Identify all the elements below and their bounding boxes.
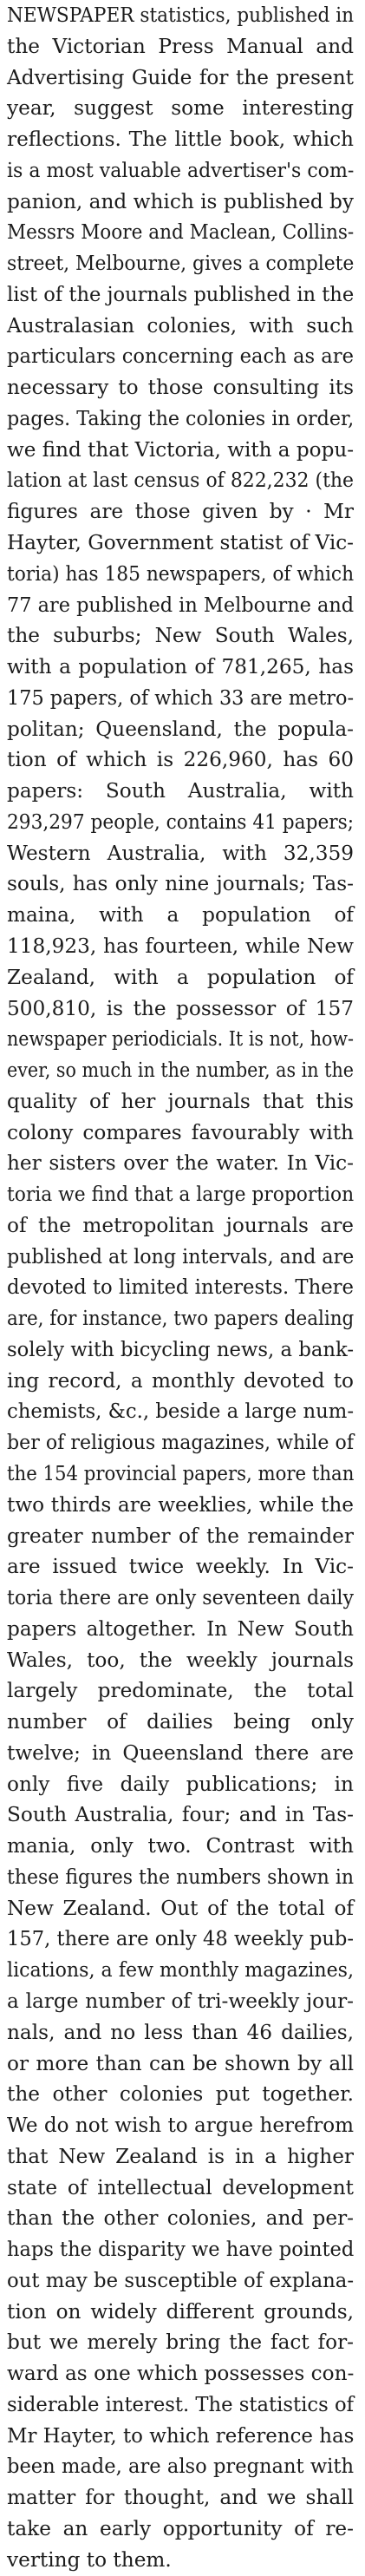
article-line: ber of religious magazines, while of [7, 1431, 354, 1455]
article-line: 175 papers, of which 33 are metro- [7, 685, 354, 710]
article-line: greater number of the remainder [7, 1524, 354, 1548]
article-line: tion of which is 226,960, has 60 [7, 748, 354, 772]
article-line: verting to them. [7, 2547, 172, 2572]
article-line: list of the journals published in the [7, 282, 355, 306]
article-line: state of intellectual development [7, 2175, 354, 2199]
article-line: a large number of tri-weekly jour- [7, 1989, 354, 2013]
article-line: matter for thought, and we shall [7, 2486, 354, 2510]
article-line: toria we find that a large proportion [7, 1183, 355, 1207]
article-line: Messrs Moore and Maclean, Collins- [7, 220, 355, 245]
article-line: nals, and no less than 46 dailies, [7, 2020, 354, 2044]
article-line: newspaper periodicials. It is not, how- [7, 1027, 354, 1052]
article-line: 77 are published in Melbourne and [7, 593, 355, 617]
article-line: necessary to those consulting its [7, 376, 354, 400]
article-line: mania, only two. Contrast with [7, 1834, 354, 1858]
article-line: than the other colonies, and per- [7, 2206, 354, 2231]
article-first-line: NEWSPAPER statistics, published in [7, 3, 355, 27]
article-line: that New Zealand is in a higher [7, 2144, 354, 2168]
article-line: souls, has only nine journals; Tas- [7, 872, 354, 896]
article-line: twelve; in Queensland there are [7, 1740, 354, 1765]
article-line: the Victorian Press Manual and [7, 34, 354, 58]
article-line: the 154 provincial papers, more than [7, 1461, 355, 1485]
article-line: are issued twice weekly. In Vic- [7, 1555, 354, 1579]
article-line: devoted to limited interests. There [7, 1275, 355, 1300]
article-line: 500,810, is the possessor of 157 [7, 996, 354, 1020]
article-line: Mr Hayter, to which reference has [7, 2423, 355, 2448]
article-line: panion, and which is published by [7, 189, 354, 213]
article-line: Advertising Guide for the present [7, 65, 354, 89]
article-line: toria there are only seventeen daily [7, 1586, 354, 1610]
article-line: politan; Queensland, the popula- [7, 717, 354, 741]
article-line: Hayter, Government statist of Vic- [7, 531, 354, 555]
article-line: particulars concerning each as are [7, 344, 354, 369]
article-line: are, for instance, two papers dealing [7, 1307, 355, 1331]
article-line: quality of her journals that this [7, 1089, 354, 1113]
article-line: solely with bicycling news, a bank- [7, 1337, 354, 1361]
article-line: with a population of 781,265, has [7, 655, 354, 679]
article-line: 293,297 people, contains 41 papers; [7, 810, 355, 834]
article-line: number of dailies being only [7, 1710, 354, 1734]
article-line: maina, with a population of [7, 903, 354, 927]
article-line: year, suggest some interesting [7, 96, 354, 121]
article-line: Zealand, with a population of [7, 965, 354, 989]
article-line: 157, there are only 48 weekly pub- [7, 1927, 354, 1951]
article-line: toria) has 185 newspapers, of which [7, 561, 355, 586]
article-line: papers: South Australia, with [7, 779, 354, 803]
article-line: ever, so much in the number, as in the [7, 1059, 354, 1083]
article-line: the suburbs; New South Wales, [7, 624, 354, 648]
article-line: We do not wish to argue herefrom [7, 2114, 354, 2138]
article-line: the other colonies put together. [7, 2082, 354, 2107]
article-line: her sisters over the water. In Vic- [7, 1151, 354, 1176]
article-line: published at long intervals, and are [7, 1244, 355, 1268]
article-line: New Zealand. Out of the total of [7, 1896, 354, 1920]
article-line: but we merely bring the fact for- [7, 2330, 354, 2355]
article-line: these figures the numbers shown in [7, 1865, 354, 1889]
article-line: street, Melbourne, gives a complete [7, 252, 355, 276]
article-line: siderable interest. The statistics of [7, 2392, 354, 2416]
article-line: papers altogether. In New South [7, 1616, 354, 1641]
newspaper-article-column [7, 0, 354, 2576]
article-line: Western Australia, with 32,359 [7, 841, 354, 865]
article-line: or more than can be shown by all [7, 2051, 354, 2075]
article-line: colony compares favourably with [7, 1120, 354, 1144]
article-line: of the metropolitan journals are [7, 1213, 354, 1237]
article-line: South Australia, four; and in Tas- [7, 1803, 354, 1827]
article-line: chemists, &c., beside a large num- [7, 1399, 354, 1424]
article-line: tion on widely different grounds, [7, 2299, 354, 2324]
article-line: Wales, too, the weekly journals [7, 1648, 354, 1672]
article-line: two thirds are weeklies, while the [7, 1492, 354, 1517]
article-line: we find that Victoria, with a popu- [7, 437, 354, 462]
article-line: Australasian colonies, with such [7, 313, 354, 338]
article-line: pages. Taking the colonies in order, [7, 406, 355, 430]
article-line: lications, a few monthly magazines, [7, 1958, 354, 1983]
article-line: is a most valuable advertiser's com- [7, 158, 355, 182]
article-line: largely predominate, the total [7, 1679, 354, 1703]
article-line: been made, are also pregnant with [7, 2455, 354, 2479]
article-line: out may be susceptible of explana- [7, 2268, 354, 2292]
article-line: take an early opportunity of re- [7, 2517, 354, 2541]
article-line: reflections. The little book, which [7, 128, 354, 152]
article-line: only five daily publications; in [7, 1772, 354, 1796]
article-line: lation at last census of 822,232 (the [7, 469, 354, 493]
article-line: figures are those given by · Mr [7, 500, 354, 524]
article-line: ing record, a monthly devoted to [7, 1368, 354, 1393]
article-line: 118,923, has fourteen, while New [7, 934, 354, 958]
article-line: haps the disparity we have pointed [7, 2238, 355, 2262]
article-line: ward as one which possesses con- [7, 2362, 355, 2386]
